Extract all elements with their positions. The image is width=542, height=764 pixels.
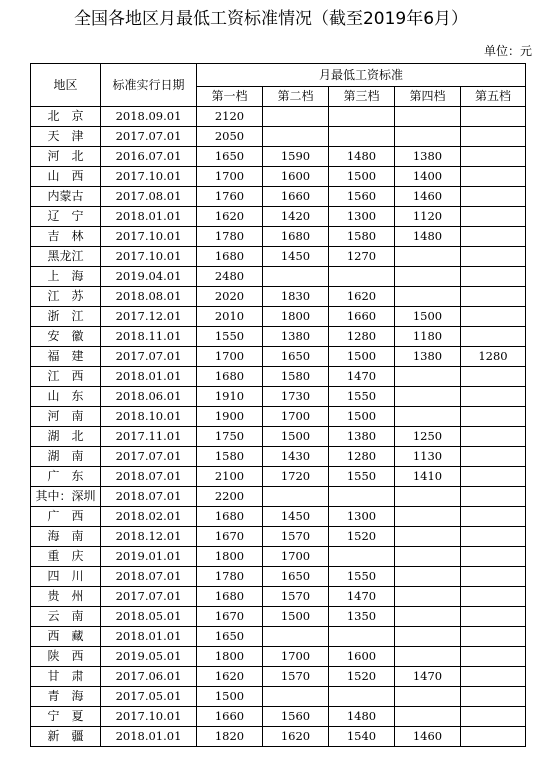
tier-5-cell xyxy=(461,587,526,607)
tier-2-cell: 1620 xyxy=(263,727,329,747)
tier-4-cell xyxy=(395,647,461,667)
page-title: 全国各地区月最低工资标准情况（截至2019年6月） xyxy=(73,9,469,29)
header-tier-2: 第二档 xyxy=(263,87,329,107)
tier-2-cell: 1700 xyxy=(263,547,329,567)
tier-3-cell xyxy=(329,547,395,567)
tier-5-cell xyxy=(461,147,526,167)
tier-2-cell: 1650 xyxy=(263,567,329,587)
table-row xyxy=(31,587,526,607)
tier-4-cell xyxy=(395,687,461,707)
region-cell: 青 海 xyxy=(31,687,101,707)
tier-5-cell xyxy=(461,407,526,427)
date-cell: 2018.01.01 xyxy=(101,367,197,387)
date-cell: 2018.07.01 xyxy=(101,567,197,587)
tier-2-cell: 1560 xyxy=(263,707,329,727)
tier-1-cell: 1700 xyxy=(197,167,263,187)
tier-4-cell: 1410 xyxy=(395,467,461,487)
region-cell: 西 藏 xyxy=(31,627,101,647)
tier-2-cell: 1680 xyxy=(263,227,329,247)
table-row xyxy=(31,547,526,567)
table-row xyxy=(31,487,526,507)
table-row xyxy=(31,267,526,287)
tier-4-cell xyxy=(395,287,461,307)
region-cell: 湖 南 xyxy=(31,447,101,467)
min-wage-table xyxy=(30,63,526,747)
tier-1-cell: 1580 xyxy=(197,447,263,467)
date-cell: 2018.11.01 xyxy=(101,327,197,347)
tier-4-cell xyxy=(395,387,461,407)
tier-4-cell xyxy=(395,567,461,587)
tier-1-cell: 1680 xyxy=(197,247,263,267)
date-cell: 2017.07.01 xyxy=(101,127,197,147)
tier-3-cell: 1380 xyxy=(329,427,395,447)
region-cell: 辽 宁 xyxy=(31,207,101,227)
tier-5-cell xyxy=(461,607,526,627)
date-cell: 2017.07.01 xyxy=(101,447,197,467)
tier-5-cell xyxy=(461,467,526,487)
tier-3-cell: 1280 xyxy=(329,447,395,467)
tier-3-cell: 1560 xyxy=(329,187,395,207)
tier-1-cell: 2010 xyxy=(197,307,263,327)
tier-4-cell: 1480 xyxy=(395,227,461,247)
region-cell: 宁 夏 xyxy=(31,707,101,727)
tier-5-cell xyxy=(461,627,526,647)
tier-2-cell: 1650 xyxy=(263,347,329,367)
region-cell: 云 南 xyxy=(31,607,101,627)
date-cell: 2018.05.01 xyxy=(101,607,197,627)
tier-4-cell xyxy=(395,367,461,387)
tier-3-cell: 1550 xyxy=(329,567,395,587)
table-row xyxy=(31,467,526,487)
tier-2-cell: 1730 xyxy=(263,387,329,407)
tier-1-cell: 1620 xyxy=(197,207,263,227)
tier-2-cell: 1700 xyxy=(263,647,329,667)
date-cell: 2018.01.01 xyxy=(101,727,197,747)
tier-1-cell: 2120 xyxy=(197,107,263,127)
tier-3-cell xyxy=(329,487,395,507)
date-cell: 2017.10.01 xyxy=(101,227,197,247)
tier-3-cell: 1580 xyxy=(329,227,395,247)
region-cell: 山 东 xyxy=(31,387,101,407)
tier-4-cell xyxy=(395,527,461,547)
tier-1-cell: 2020 xyxy=(197,287,263,307)
date-cell: 2017.06.01 xyxy=(101,667,197,687)
tier-2-cell xyxy=(263,487,329,507)
tier-4-cell: 1380 xyxy=(395,347,461,367)
region-cell: 重 庆 xyxy=(31,547,101,567)
tier-1-cell: 1700 xyxy=(197,347,263,367)
region-cell: 上 海 xyxy=(31,267,101,287)
table-row xyxy=(31,207,526,227)
table-row xyxy=(31,527,526,547)
tier-2-cell: 1430 xyxy=(263,447,329,467)
tier-4-cell: 1180 xyxy=(395,327,461,347)
tier-2-cell xyxy=(263,107,329,127)
tier-4-cell xyxy=(395,627,461,647)
tier-4-cell: 1380 xyxy=(395,147,461,167)
tier-3-cell: 1540 xyxy=(329,727,395,747)
unit-label: 单位：元 xyxy=(483,44,532,58)
date-cell: 2016.07.01 xyxy=(101,147,197,167)
tier-5-cell xyxy=(461,727,526,747)
tier-4-cell: 1130 xyxy=(395,447,461,467)
tier-4-cell: 1460 xyxy=(395,727,461,747)
region-cell: 四 川 xyxy=(31,567,101,587)
table-row xyxy=(31,727,526,747)
date-cell: 2018.09.01 xyxy=(101,107,197,127)
tier-2-cell: 1420 xyxy=(263,207,329,227)
tier-5-cell xyxy=(461,287,526,307)
table-row xyxy=(31,147,526,167)
tier-4-cell xyxy=(395,267,461,287)
tier-2-cell: 1660 xyxy=(263,187,329,207)
header-tier-1: 第一档 xyxy=(197,87,263,107)
table-row xyxy=(31,687,526,707)
tier-1-cell: 1910 xyxy=(197,387,263,407)
date-cell: 2017.10.01 xyxy=(101,167,197,187)
tier-3-cell: 1300 xyxy=(329,507,395,527)
tier-1-cell: 1760 xyxy=(197,187,263,207)
header-row-1 xyxy=(31,64,526,87)
tier-1-cell: 1800 xyxy=(197,547,263,567)
region-cell: 黑龙江 xyxy=(31,247,101,267)
region-cell: 浙 江 xyxy=(31,307,101,327)
region-cell: 其中：深圳 xyxy=(31,487,101,507)
tier-4-cell xyxy=(395,247,461,267)
tier-4-cell xyxy=(395,487,461,507)
table-row xyxy=(31,107,526,127)
table-row xyxy=(31,127,526,147)
tier-3-cell: 1280 xyxy=(329,327,395,347)
tier-1-cell: 1620 xyxy=(197,667,263,687)
tier-2-cell xyxy=(263,687,329,707)
region-cell: 江 苏 xyxy=(31,287,101,307)
tier-5-cell xyxy=(461,667,526,687)
tier-5-cell xyxy=(461,327,526,347)
tier-5-cell xyxy=(461,267,526,287)
date-cell: 2017.10.01 xyxy=(101,707,197,727)
tier-2-cell: 1570 xyxy=(263,667,329,687)
header-date: 标准实行日期 xyxy=(101,64,197,107)
table-row xyxy=(31,167,526,187)
table-row xyxy=(31,607,526,627)
table-row xyxy=(31,287,526,307)
tier-3-cell xyxy=(329,107,395,127)
tier-5-cell xyxy=(461,187,526,207)
table-row xyxy=(31,247,526,267)
region-cell: 广 东 xyxy=(31,467,101,487)
region-cell: 安 徽 xyxy=(31,327,101,347)
tier-3-cell xyxy=(329,687,395,707)
tier-5-cell xyxy=(461,247,526,267)
tier-4-cell xyxy=(395,547,461,567)
tier-1-cell: 1650 xyxy=(197,147,263,167)
tier-5-cell xyxy=(461,487,526,507)
tier-5-cell xyxy=(461,167,526,187)
region-cell: 内蒙古 xyxy=(31,187,101,207)
table-row xyxy=(31,567,526,587)
tier-1-cell: 1660 xyxy=(197,707,263,727)
tier-2-cell: 1590 xyxy=(263,147,329,167)
tier-5-cell xyxy=(461,127,526,147)
region-cell: 河 南 xyxy=(31,407,101,427)
tier-4-cell: 1460 xyxy=(395,187,461,207)
tier-5-cell xyxy=(461,207,526,227)
tier-3-cell: 1350 xyxy=(329,607,395,627)
tier-3-cell: 1480 xyxy=(329,147,395,167)
tier-1-cell: 1780 xyxy=(197,227,263,247)
table-body xyxy=(31,107,526,747)
tier-5-cell xyxy=(461,387,526,407)
date-cell: 2018.12.01 xyxy=(101,527,197,547)
tier-4-cell xyxy=(395,127,461,147)
tier-2-cell: 1570 xyxy=(263,527,329,547)
tier-1-cell: 1900 xyxy=(197,407,263,427)
header-tier-4: 第四档 xyxy=(395,87,461,107)
region-cell: 吉 林 xyxy=(31,227,101,247)
region-cell: 海 南 xyxy=(31,527,101,547)
date-cell: 2019.01.01 xyxy=(101,547,197,567)
tier-2-cell: 1720 xyxy=(263,467,329,487)
region-cell: 福 建 xyxy=(31,347,101,367)
region-cell: 陕 西 xyxy=(31,647,101,667)
header-wage-group: 月最低工资标准 xyxy=(197,64,526,87)
table-row xyxy=(31,507,526,527)
table-row xyxy=(31,347,526,367)
tier-4-cell: 1400 xyxy=(395,167,461,187)
table-row xyxy=(31,227,526,247)
date-cell: 2017.07.01 xyxy=(101,347,197,367)
tier-3-cell xyxy=(329,127,395,147)
tier-1-cell: 1750 xyxy=(197,427,263,447)
tier-2-cell: 1800 xyxy=(263,307,329,327)
tier-2-cell: 1500 xyxy=(263,607,329,627)
tier-3-cell: 1480 xyxy=(329,707,395,727)
tier-3-cell: 1520 xyxy=(329,667,395,687)
date-cell: 2017.11.01 xyxy=(101,427,197,447)
tier-5-cell xyxy=(461,227,526,247)
table-row xyxy=(31,667,526,687)
tier-3-cell: 1520 xyxy=(329,527,395,547)
region-cell: 北 京 xyxy=(31,107,101,127)
tier-5-cell xyxy=(461,307,526,327)
tier-5-cell xyxy=(461,707,526,727)
tier-1-cell: 1800 xyxy=(197,647,263,667)
date-cell: 2018.01.01 xyxy=(101,627,197,647)
region-cell: 山 西 xyxy=(31,167,101,187)
date-cell: 2019.04.01 xyxy=(101,267,197,287)
tier-4-cell: 1250 xyxy=(395,427,461,447)
tier-1-cell: 1550 xyxy=(197,327,263,347)
region-cell: 湖 北 xyxy=(31,427,101,447)
tier-2-cell xyxy=(263,127,329,147)
tier-4-cell: 1500 xyxy=(395,307,461,327)
tier-1-cell: 2200 xyxy=(197,487,263,507)
tier-3-cell: 1500 xyxy=(329,407,395,427)
header-tier-3: 第三档 xyxy=(329,87,395,107)
tier-4-cell xyxy=(395,587,461,607)
tier-3-cell xyxy=(329,267,395,287)
region-cell: 新 疆 xyxy=(31,727,101,747)
table-row xyxy=(31,327,526,347)
date-cell: 2019.05.01 xyxy=(101,647,197,667)
table-row xyxy=(31,707,526,727)
date-cell: 2018.07.01 xyxy=(101,487,197,507)
date-cell: 2017.08.01 xyxy=(101,187,197,207)
table-row xyxy=(31,647,526,667)
tier-5-cell xyxy=(461,687,526,707)
tier-3-cell: 1500 xyxy=(329,167,395,187)
table-row xyxy=(31,367,526,387)
tier-1-cell: 1670 xyxy=(197,527,263,547)
tier-3-cell: 1300 xyxy=(329,207,395,227)
tier-2-cell: 1580 xyxy=(263,367,329,387)
tier-2-cell: 1380 xyxy=(263,327,329,347)
tier-3-cell: 1600 xyxy=(329,647,395,667)
date-cell: 2018.01.01 xyxy=(101,207,197,227)
tier-3-cell: 1500 xyxy=(329,347,395,367)
tier-2-cell: 1500 xyxy=(263,427,329,447)
tier-2-cell: 1570 xyxy=(263,587,329,607)
tier-3-cell: 1270 xyxy=(329,247,395,267)
tier-1-cell: 2480 xyxy=(197,267,263,287)
tier-5-cell xyxy=(461,507,526,527)
tier-2-cell: 1600 xyxy=(263,167,329,187)
tier-1-cell: 1500 xyxy=(197,687,263,707)
tier-3-cell: 1550 xyxy=(329,387,395,407)
date-cell: 2017.12.01 xyxy=(101,307,197,327)
tier-1-cell: 1680 xyxy=(197,367,263,387)
tier-1-cell: 1680 xyxy=(197,587,263,607)
date-cell: 2018.02.01 xyxy=(101,507,197,527)
table-row xyxy=(31,427,526,447)
tier-5-cell xyxy=(461,367,526,387)
tier-4-cell: 1120 xyxy=(395,207,461,227)
tier-2-cell xyxy=(263,267,329,287)
date-cell: 2018.06.01 xyxy=(101,387,197,407)
table-row xyxy=(31,447,526,467)
header-region: 地区 xyxy=(31,64,101,107)
tier-2-cell: 1450 xyxy=(263,247,329,267)
table-row xyxy=(31,387,526,407)
tier-4-cell xyxy=(395,607,461,627)
date-cell: 2017.10.01 xyxy=(101,247,197,267)
tier-5-cell xyxy=(461,547,526,567)
header-tier-5: 第五档 xyxy=(461,87,526,107)
date-cell: 2017.05.01 xyxy=(101,687,197,707)
tier-5-cell: 1280 xyxy=(461,347,526,367)
tier-5-cell xyxy=(461,647,526,667)
tier-1-cell: 2050 xyxy=(197,127,263,147)
tier-4-cell: 1470 xyxy=(395,667,461,687)
tier-4-cell xyxy=(395,707,461,727)
region-cell: 甘 肃 xyxy=(31,667,101,687)
tier-4-cell xyxy=(395,107,461,127)
tier-5-cell xyxy=(461,107,526,127)
tier-2-cell xyxy=(263,627,329,647)
tier-3-cell: 1470 xyxy=(329,367,395,387)
tier-1-cell: 1670 xyxy=(197,607,263,627)
tier-3-cell xyxy=(329,627,395,647)
tier-5-cell xyxy=(461,567,526,587)
tier-5-cell xyxy=(461,427,526,447)
tier-3-cell: 1470 xyxy=(329,587,395,607)
region-cell: 贵 州 xyxy=(31,587,101,607)
date-cell: 2018.10.01 xyxy=(101,407,197,427)
table-row xyxy=(31,407,526,427)
tier-5-cell xyxy=(461,527,526,547)
tier-2-cell: 1830 xyxy=(263,287,329,307)
date-cell: 2018.07.01 xyxy=(101,467,197,487)
region-cell: 河 北 xyxy=(31,147,101,167)
tier-3-cell: 1550 xyxy=(329,467,395,487)
tier-3-cell: 1660 xyxy=(329,307,395,327)
table-row xyxy=(31,187,526,207)
tier-5-cell xyxy=(461,447,526,467)
region-cell: 广 西 xyxy=(31,507,101,527)
region-cell: 天 津 xyxy=(31,127,101,147)
tier-1-cell: 2100 xyxy=(197,467,263,487)
date-cell: 2017.07.01 xyxy=(101,587,197,607)
table-row xyxy=(31,627,526,647)
tier-2-cell: 1450 xyxy=(263,507,329,527)
tier-4-cell xyxy=(395,407,461,427)
tier-3-cell: 1620 xyxy=(329,287,395,307)
tier-1-cell: 1780 xyxy=(197,567,263,587)
table-row xyxy=(31,307,526,327)
tier-1-cell: 1650 xyxy=(197,627,263,647)
tier-4-cell xyxy=(395,507,461,527)
tier-1-cell: 1680 xyxy=(197,507,263,527)
tier-2-cell: 1700 xyxy=(263,407,329,427)
tier-1-cell: 1820 xyxy=(197,727,263,747)
region-cell: 江 西 xyxy=(31,367,101,387)
date-cell: 2018.08.01 xyxy=(101,287,197,307)
